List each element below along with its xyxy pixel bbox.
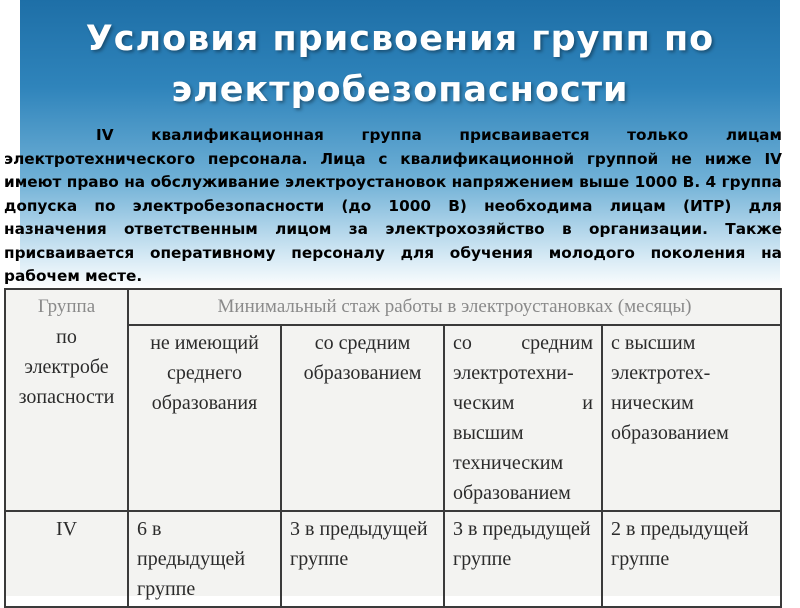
column-header: с высшим электротех- ническим образованием [602,325,781,511]
column-header: не имеющий среднего образования [128,325,281,511]
slide-title: Условия присвоения групп по электробезопасности [85,19,715,110]
span-header-cell: Минимальный стаж работы в электроустановках (месяцы) [128,289,781,325]
group-header-top: Группа [37,296,96,317]
body-paragraph-text: IV квалификационная группа присваивается только лицам электротехнического персонала. Лица с квалификационной группой не ниже IV имеют право на обслуживание электроустановок напряжением выше 1000 В. 4 группа допуска по электробезопасности (до 1000 В) необходима лицам (ИТР) для назначения ответственным лицом за электрохозяйство в организации. Также присваивается оперативному персоналу для обучения молодого поколения на рабочем месте. [4,126,782,285]
table-span-header-row [5,289,781,325]
table-row [5,511,781,607]
group-header-rest: по электробе зопасности [18,326,115,408]
column-header: со средним образованием [281,325,444,511]
scanned-table-image [4,288,782,600]
body-paragraph [4,124,782,289]
column-header: со средним электротехни- ческим и высшим техническим образованием [444,325,602,511]
row-group-cell: IV [5,511,128,607]
table-cell: 2 в предыдущей группе [602,511,781,607]
group-header-cell [5,289,128,511]
table-cell: 3 в предыдущей группе [281,511,444,607]
table-cell: 3 в предыдущей группе [444,511,602,607]
experience-table [4,288,782,608]
table-cell: 6 в предыдущей группе [128,511,281,607]
